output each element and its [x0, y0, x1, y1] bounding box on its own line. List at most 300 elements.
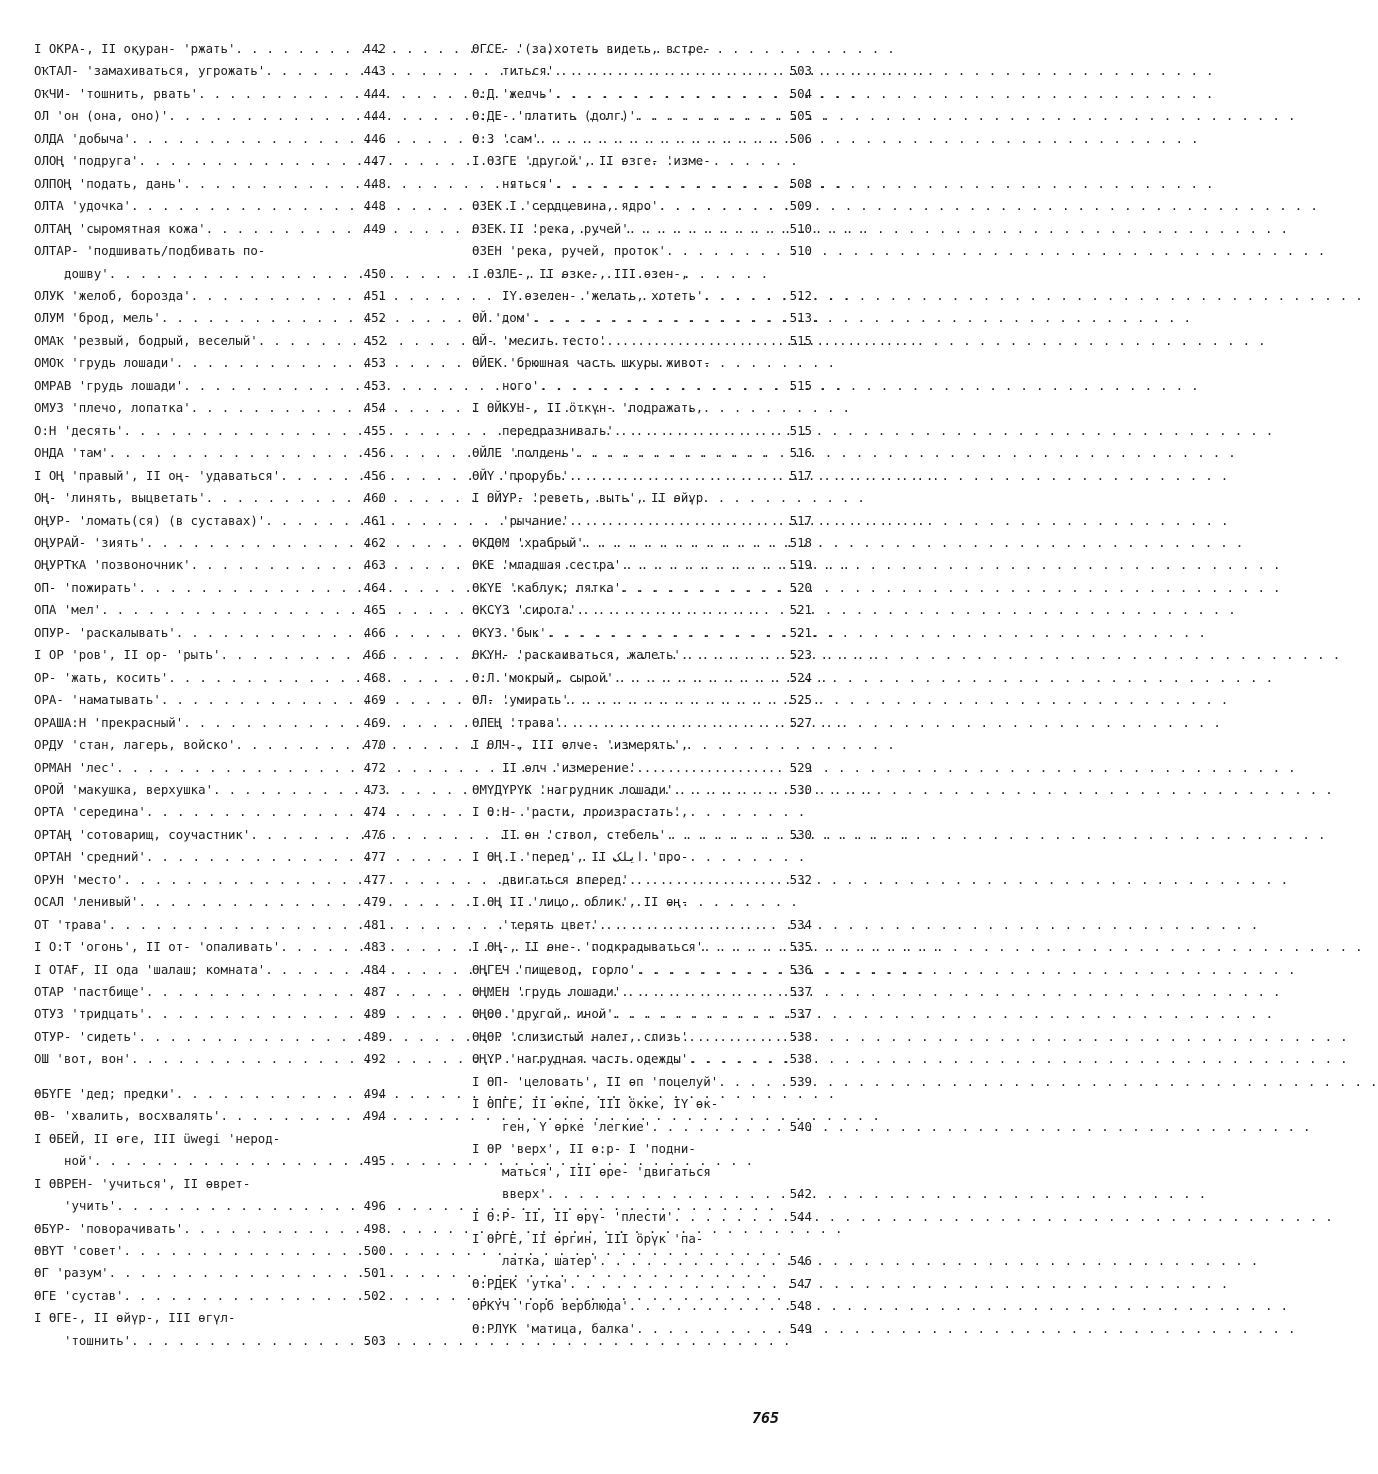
- entry-page-number: 536: [789, 961, 812, 977]
- entry-page-number: 540: [789, 1118, 812, 1134]
- dot-leader: [614, 1003, 788, 1025]
- index-entry: [34, 1048, 386, 1070]
- entry-page-number: 530: [789, 826, 812, 842]
- dot-leader: [131, 128, 362, 150]
- entry-text: ӨГ 'разум': [34, 1265, 109, 1281]
- entry-page-number: 444: [363, 85, 386, 101]
- index-entry: [34, 1285, 386, 1307]
- entry-text: ӨКҮЗ 'бык': [472, 624, 547, 640]
- index-entry: [34, 1240, 386, 1262]
- index-column-right: [472, 38, 812, 1340]
- entry-text: ӨБҮГЕ 'дед; предки': [34, 1085, 176, 1101]
- entry-page-number: 521: [789, 602, 812, 618]
- entry-text: ӨКДӨМ 'храбрый': [472, 534, 584, 550]
- entry-page-number: 512: [789, 287, 812, 303]
- entry-text: ОМРАВ 'грудь лошади': [34, 377, 184, 393]
- index-entry: [34, 285, 386, 307]
- entry-page-number: 538: [789, 1051, 812, 1067]
- entry-page-number: 452: [363, 310, 386, 326]
- entry-text: ОРДУ 'стан, лагерь, войско': [34, 737, 236, 753]
- index-entry: [34, 218, 386, 240]
- index-entry: [472, 554, 812, 576]
- dot-leader: [688, 1048, 787, 1070]
- index-entry: [472, 442, 812, 464]
- entry-text: I ӨЙҮР- 'реветь, выть', II өйүр: [472, 490, 704, 506]
- entry-page-number: 443: [363, 63, 386, 79]
- entry-page-number: 465: [363, 602, 386, 618]
- entry-text: ӨКСҮЗ 'сирота': [472, 602, 577, 618]
- dot-leader: [621, 554, 787, 576]
- index-entry: [472, 352, 812, 374]
- index-entry: [34, 824, 386, 846]
- dot-leader: [532, 307, 788, 329]
- dot-leader: [614, 667, 788, 689]
- dot-leader: [131, 1330, 361, 1352]
- index-entry: [34, 128, 386, 150]
- index-entry: [472, 420, 812, 442]
- index-entry: [34, 1150, 386, 1172]
- entry-text: ОЛТА 'удочка': [34, 198, 131, 214]
- entry-text: ОҠЧИ- 'тошнить, рвать': [34, 85, 199, 101]
- index-entry: [472, 487, 812, 509]
- entry-text: ОСАЛ 'ленивый': [34, 894, 139, 910]
- entry-page-number: 495: [363, 1153, 386, 1169]
- entry-text: ӨГСЕ- '(за)хотеть видеть, встре-: [472, 41, 711, 56]
- dot-leader: [183, 375, 361, 397]
- dot-leader: [138, 577, 361, 599]
- entry-text: ОЛДА 'добыча': [34, 130, 131, 146]
- entry-page-number: 468: [363, 669, 386, 685]
- entry-text: ӨЙҮ 'прорубь': [472, 467, 569, 483]
- entry-text: I ОҢ 'правый', II оң- 'удаваться': [34, 467, 281, 483]
- dot-leader: [703, 285, 787, 307]
- dot-leader: [109, 1262, 362, 1284]
- entry-text: ОПУР- 'раскалывать': [34, 624, 176, 640]
- entry-page-number: 454: [363, 400, 386, 416]
- index-entry: [472, 1295, 812, 1317]
- entry-text: ӨЗЕК I 'сердцевина, ядро': [472, 198, 659, 214]
- entry-page-number: 505: [789, 108, 812, 124]
- entry-text: ген, Y өрке 'легкие': [502, 1118, 652, 1134]
- entry-page-number: 516: [789, 445, 812, 461]
- index-entry: [34, 959, 386, 981]
- entry-page-number: 492: [363, 1051, 386, 1067]
- entry-page-number: 501: [363, 1265, 386, 1281]
- entry-page-number: 449: [363, 220, 386, 236]
- entry-page-number: 513: [789, 310, 812, 326]
- entry-text: I ӨҢ I 'перед', II ایلک 'про-: [472, 849, 689, 865]
- entry-page-number: 456: [363, 467, 386, 483]
- entry-page-number: 455: [363, 422, 386, 438]
- index-entry: [34, 1083, 386, 1105]
- entry-text: ОЛ 'он (она, оно)': [34, 108, 169, 124]
- index-entry: [34, 532, 386, 554]
- entry-text: I О:Т 'огонь', II от- 'опаливать': [34, 939, 281, 955]
- entry-text: ӨМҮДҮРҮК 'нагрудник лошади': [472, 781, 674, 797]
- dot-leader: [161, 689, 362, 711]
- index-entry: [34, 1262, 386, 1284]
- entry-page-number: 456: [363, 445, 386, 461]
- entry-page-number: 503: [789, 63, 812, 79]
- index-entry: [34, 599, 386, 621]
- dot-leader: [221, 1105, 362, 1127]
- index-entry: [472, 1071, 812, 1093]
- dot-leader: [539, 128, 787, 150]
- entry-text: ОРАША:Н 'прекрасный': [34, 714, 184, 730]
- entry-text: ОҢУР- 'ломать(ся) (в суставах)': [34, 512, 266, 528]
- index-entry: [472, 689, 812, 711]
- dot-leader: [265, 510, 361, 532]
- index-entry: [472, 936, 812, 958]
- entry-page-number: 462: [363, 534, 386, 550]
- index-entry: [34, 914, 386, 936]
- entry-text: ӨКЕ 'младшая сестра': [472, 557, 622, 573]
- entry-text: ОНДА 'там': [34, 445, 109, 461]
- index-entry: [472, 1048, 812, 1070]
- index-entry: [472, 981, 812, 1003]
- entry-page-number: 448: [363, 175, 386, 191]
- entry-text: I ОР 'ров', II ор- 'рыть': [34, 647, 221, 663]
- entry-text: ӨВ- 'хвалить, восхвалять': [34, 1108, 221, 1124]
- index-entry: [472, 240, 812, 262]
- dot-leader: [688, 1026, 787, 1048]
- entry-text: Ө:ДЕ- 'платить (долг)': [472, 108, 637, 124]
- index-entry: [472, 1138, 812, 1160]
- index-entry: [34, 487, 386, 509]
- entry-text: Ө:РЛҮК 'матица, балка': [472, 1320, 637, 1336]
- entry-text: I ӨПГЕ, II өкпе, III öкке, IY өк-: [472, 1096, 719, 1112]
- index-entry: [34, 869, 386, 891]
- dot-leader: [176, 622, 362, 644]
- entry-page-number: 537: [789, 1006, 812, 1022]
- index-entry: [34, 801, 386, 823]
- index-entry: [34, 644, 386, 666]
- index-entry: [34, 442, 386, 464]
- dot-leader: [599, 1250, 788, 1272]
- index-entry: [34, 150, 386, 172]
- dot-leader: [614, 420, 788, 442]
- entry-text: ОТУР- 'сидеть': [34, 1028, 139, 1044]
- dot-leader: [138, 150, 361, 172]
- dot-leader: [576, 442, 787, 464]
- entry-text: ӨЗЕК II 'река, ручей': [472, 220, 629, 236]
- dot-leader: [554, 83, 788, 105]
- index-entry: [472, 1273, 812, 1295]
- entry-page-number: 442: [363, 41, 386, 56]
- dot-leader: [176, 1083, 362, 1105]
- entry-text: ОПА 'мел': [34, 602, 102, 618]
- entry-page-number: 530: [789, 781, 812, 797]
- entry-text: I ӨЛЧ-, III өлче- 'измерять',: [472, 737, 689, 753]
- index-entry: [472, 801, 812, 823]
- entry-text: ОМАҠ 'резвый, бодрый, веселый': [34, 332, 258, 348]
- entry-page-number: 519: [789, 557, 812, 573]
- dot-leader: [673, 1206, 787, 1228]
- index-entry: [34, 1128, 386, 1150]
- entry-page-number: 521: [789, 624, 812, 640]
- entry-text: Ө:З 'сам': [472, 130, 540, 146]
- entry-text: вверх': [502, 1186, 547, 1202]
- dot-leader: [131, 195, 362, 217]
- entry-page-number: 477: [363, 849, 386, 865]
- entry-text: ӨҢГЕЧ 'пищевод, горло': [472, 961, 637, 977]
- entry-text: ОМОҠ 'грудь лошади': [34, 355, 176, 371]
- entry-page-number: 474: [363, 804, 386, 820]
- dot-leader: [146, 532, 362, 554]
- dot-leader: [198, 83, 362, 105]
- entry-text: ОРМАН 'лес': [34, 759, 117, 775]
- entry-page-number: 448: [363, 198, 386, 214]
- dot-leader: [124, 420, 362, 442]
- entry-page-number: 544: [789, 1208, 812, 1224]
- dot-leader: [183, 1218, 361, 1240]
- index-entry: [34, 60, 386, 82]
- entry-page-number: 447: [363, 153, 386, 169]
- index-entry: [472, 105, 812, 127]
- index-entry: [34, 307, 386, 329]
- index-entry: [472, 1026, 812, 1048]
- entry-page-number: 496: [363, 1198, 386, 1214]
- index-entry: [34, 1218, 386, 1240]
- entry-page-number: 466: [363, 624, 386, 640]
- entry-page-number: 489: [363, 1006, 386, 1022]
- entry-text: ОТ 'трава': [34, 916, 109, 932]
- dot-leader: [539, 375, 787, 397]
- index-entry: [34, 83, 386, 105]
- entry-text: титься': [502, 63, 555, 79]
- entry-page-number: 509: [789, 198, 812, 214]
- entry-page-number: 484: [363, 961, 386, 977]
- entry-page-number: 476: [363, 826, 386, 842]
- index-entry: [472, 712, 812, 734]
- entry-text: I ОКРА-, II оқуран- 'ржать': [34, 41, 236, 56]
- entry-page-number: 534: [789, 916, 812, 932]
- entry-page-number: 487: [363, 984, 386, 1000]
- entry-text: 'учить': [64, 1198, 117, 1214]
- dot-leader: [681, 644, 788, 666]
- dot-leader: [191, 285, 362, 307]
- index-entry: [34, 1307, 386, 1329]
- entry-page-number: 508: [789, 175, 812, 191]
- dot-leader: [562, 712, 788, 734]
- dot-leader: [146, 981, 362, 1003]
- index-entry: [472, 465, 812, 487]
- index-entry: [472, 1116, 812, 1138]
- entry-text: I ОТАҒ, II ода 'шалаш; комната': [34, 961, 266, 977]
- dot-leader: [168, 667, 361, 689]
- entry-page-number: 444: [363, 108, 386, 124]
- dot-leader: [599, 914, 788, 936]
- index-entry: [472, 644, 812, 666]
- index-entry: [34, 1330, 386, 1352]
- entry-text: ӨЙЕК 'брюшная часть шкуры живот-: [472, 355, 711, 371]
- entry-text: ОҠТАЛ- 'замахиваться, угрожать': [34, 63, 266, 79]
- dot-leader: [168, 105, 361, 127]
- entry-page-number: 535: [789, 939, 812, 955]
- entry-page-number: 529: [789, 759, 812, 775]
- index-entry: [472, 1093, 812, 1115]
- index-entry: [472, 263, 812, 285]
- entry-page-number: 542: [789, 1186, 812, 1202]
- entry-page-number: 502: [363, 1287, 386, 1303]
- index-entry: [34, 667, 386, 689]
- dot-leader: [191, 397, 362, 419]
- entry-page-number: 463: [363, 557, 386, 573]
- dot-leader: [718, 1071, 787, 1093]
- entry-text: двигаться вперед': [502, 871, 629, 887]
- entry-text: IY өзелен- 'желать, хотеть': [502, 287, 704, 303]
- entry-page-number: 473: [363, 781, 386, 797]
- entry-text: ОРУН 'место': [34, 871, 124, 887]
- entry-text: няться': [502, 175, 555, 191]
- entry-page-number: 460: [363, 490, 386, 506]
- entry-page-number: 538: [789, 1028, 812, 1044]
- index-entry: [472, 38, 812, 60]
- entry-text: ОМУЗ 'плечо, лопатка': [34, 400, 191, 416]
- dot-leader: [138, 891, 361, 913]
- entry-page-number: 546: [789, 1253, 812, 1269]
- index-entry: [472, 218, 812, 240]
- entry-page-number: 547: [789, 1275, 812, 1291]
- dot-leader: [235, 734, 361, 756]
- entry-page-number: 500: [363, 1243, 386, 1259]
- entry-text: I ӨП- 'целовать', II өп 'поцелуй': [472, 1073, 719, 1089]
- index-entry: [34, 757, 386, 779]
- entry-text: Ө:Л 'мокрый, сырой': [472, 669, 614, 685]
- entry-page-number: 479: [363, 894, 386, 910]
- entry-text: 'рычание': [502, 512, 570, 528]
- entry-text: ӨРКҮЧ 'горб верблюда': [472, 1298, 629, 1314]
- entry-page-number: 517: [789, 512, 812, 528]
- dot-leader: [569, 510, 787, 532]
- dot-leader: [116, 757, 362, 779]
- dot-leader: [109, 442, 362, 464]
- index-entry: [472, 1228, 812, 1250]
- entry-text: маться', III өре- 'двигаться: [502, 1163, 711, 1179]
- entry-page-number: 504: [789, 85, 812, 101]
- dot-leader: [666, 824, 787, 846]
- entry-text: I ӨВРЕН- 'учиться', II өврет-: [34, 1175, 251, 1191]
- entry-text: I Ө:Н- 'расти, произрастать',: [472, 804, 689, 820]
- entry-text: ОТАР 'пастбище': [34, 984, 146, 1000]
- dot-leader: [636, 959, 787, 981]
- entry-page-number: 525: [789, 692, 812, 708]
- dot-leader: [265, 959, 361, 981]
- index-entry: [34, 779, 386, 801]
- index-entry: [34, 936, 386, 958]
- index-entry: [472, 285, 812, 307]
- entry-text: ӨЙЛЕ 'полдень': [472, 445, 577, 461]
- index-entry: [34, 891, 386, 913]
- entry-text: ӨЛ- 'умирать': [472, 692, 569, 708]
- entry-page-number: 451: [363, 287, 386, 303]
- entry-text: ОРА- 'наматывать': [34, 692, 161, 708]
- entry-text: О:Н 'десять': [34, 422, 124, 438]
- index-entry: [472, 150, 812, 172]
- entry-page-number: 453: [363, 377, 386, 393]
- entry-text: I ӨР 'верх', II ө:р- I 'подни-: [472, 1141, 696, 1157]
- index-entry: [472, 1250, 812, 1272]
- dot-leader: [554, 173, 787, 195]
- index-entry: [472, 173, 812, 195]
- dot-leader: [606, 330, 787, 352]
- entry-text: ОРТА 'середина': [34, 804, 146, 820]
- entry-page-number: 517: [789, 467, 812, 483]
- entry-text: ОЛУМ 'брод, мель': [34, 310, 161, 326]
- index-entry: [472, 1183, 812, 1205]
- index-entry: [34, 554, 386, 576]
- entry-text: I Ө:Р- II, II өрү- 'плести': [472, 1208, 674, 1224]
- index-entry: [472, 532, 812, 554]
- entry-page-number: 450: [363, 265, 386, 281]
- index-entry: [34, 240, 386, 262]
- index-entry: [34, 689, 386, 711]
- index-entry: [34, 1195, 386, 1217]
- entry-text: ОП- 'пожирать': [34, 579, 139, 595]
- index-entry: [472, 846, 812, 868]
- entry-text: I ӨЗГЕ 'другой', II өзге- 'изме-: [472, 153, 711, 169]
- index-entry: [34, 622, 386, 644]
- entry-page-number: 494: [363, 1108, 386, 1124]
- dot-leader: [547, 622, 788, 644]
- dot-leader: [636, 105, 787, 127]
- dot-leader: [258, 330, 362, 352]
- entry-page-number: 510: [789, 243, 812, 259]
- entry-page-number: 523: [789, 647, 812, 663]
- entry-text: I ӨБЕЙ, II өге, III üwegi 'нерод-: [34, 1130, 281, 1146]
- index-entry: [472, 1003, 812, 1025]
- index-entry: [472, 60, 812, 82]
- dot-leader: [176, 352, 362, 374]
- dot-leader: [659, 195, 788, 217]
- index-entry: [472, 734, 812, 756]
- dot-leader: [636, 1318, 787, 1340]
- dot-leader: [101, 599, 361, 621]
- entry-text: ӨЙ- 'месить тесто': [472, 332, 607, 348]
- entry-page-number: 469: [363, 714, 386, 730]
- entry-text: ОРТАҢ 'сотоварищ, соучастник': [34, 826, 251, 842]
- dot-leader: [569, 1273, 788, 1295]
- index-entry: [34, 195, 386, 217]
- dot-leader: [131, 1048, 362, 1070]
- index-entry: [34, 510, 386, 532]
- dot-leader: [569, 689, 788, 711]
- index-entry: [472, 622, 812, 644]
- dot-leader: [629, 218, 788, 240]
- index-column-left: [34, 38, 386, 1352]
- dot-leader: [673, 779, 787, 801]
- entry-text: ОТУЗ 'тридцать': [34, 1006, 146, 1022]
- index-entry: [472, 1206, 812, 1228]
- dot-leader: [221, 644, 362, 666]
- index-entry: [472, 757, 812, 779]
- entry-text: I ӨҢ II 'лицо, облик', II өң-: [472, 894, 689, 910]
- entry-text: ӨҢӨӨ 'другой, иной': [472, 1006, 614, 1022]
- entry-text: латка, шатер': [502, 1253, 599, 1269]
- entry-page-number: 469: [363, 692, 386, 708]
- dot-leader: [621, 981, 787, 1003]
- entry-text: ОҢУРАЙ- 'зиять': [34, 534, 146, 550]
- entry-text: I ӨГЕ-, II өйүр-, III өгүл-: [34, 1310, 236, 1326]
- index-entry: [34, 734, 386, 756]
- dot-leader: [629, 869, 788, 891]
- dot-leader: [250, 824, 361, 846]
- index-entry: [472, 599, 812, 621]
- entry-text: Ө:Д 'желчь': [472, 85, 555, 101]
- entry-text: ӨҢМЕН 'грудь лошади': [472, 984, 622, 1000]
- entry-page-number: 453: [363, 355, 386, 371]
- entry-page-number: 489: [363, 1028, 386, 1044]
